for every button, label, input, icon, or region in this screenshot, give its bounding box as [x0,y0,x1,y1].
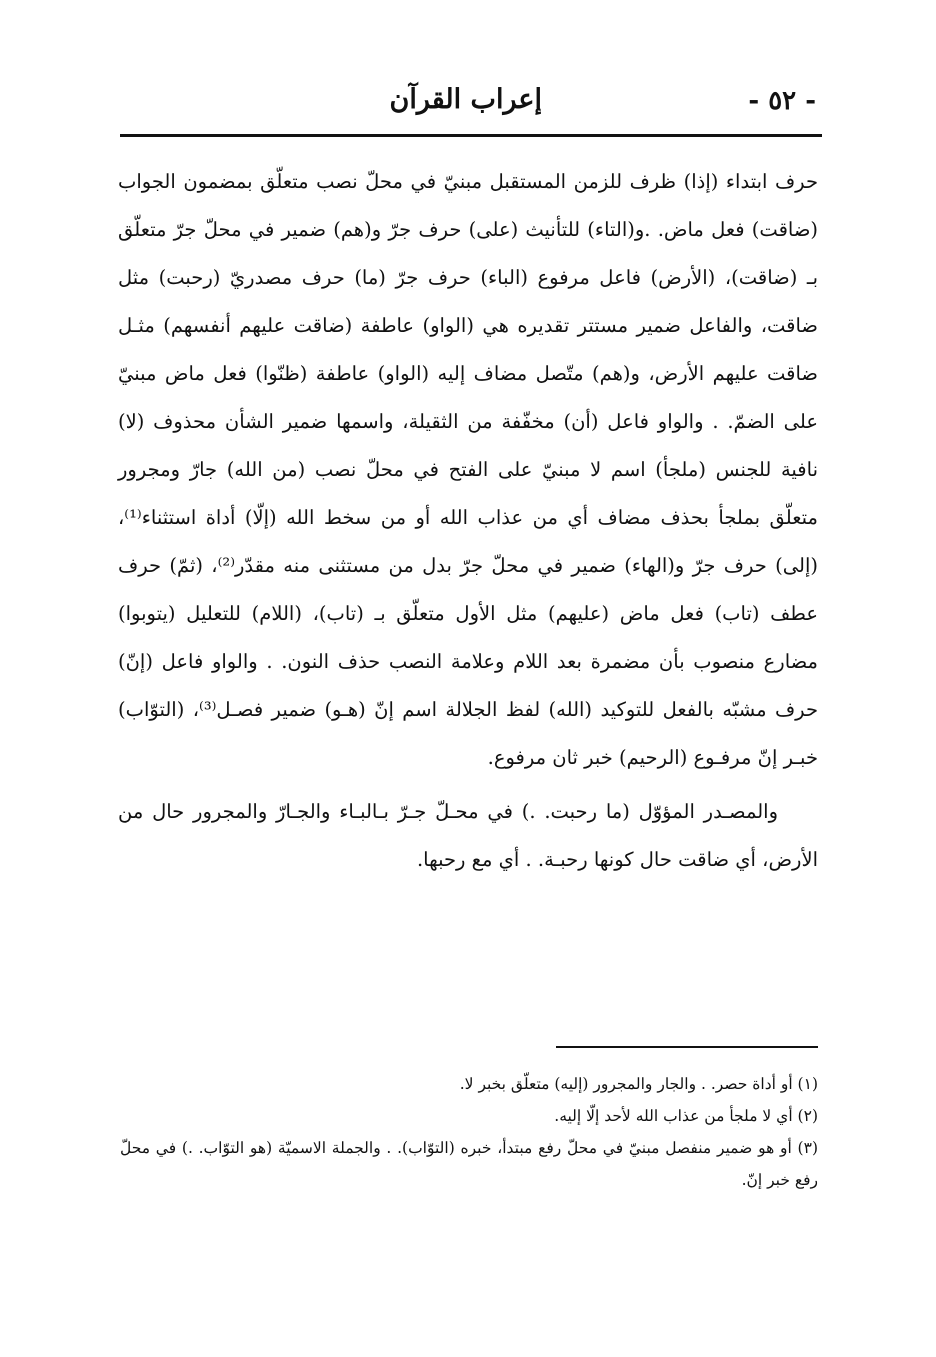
paragraph-2: والمصـدر المؤوّل (ما رحبت. .) في محـلّ جـرّ بـالبـاء والجـارّ والمجرور حال من الأرض، أي ضاقت حال كونها رحبـة. . أي مع رحبها. [118,800,818,871]
footnote-separator [556,1046,818,1048]
running-title: إعراب القرآن [389,84,542,115]
header-rule [120,134,822,137]
footnote-3: (٣) أو هو ضمير منفصل مبنيّ في محلّ رفع مبتدأ، خبره (التوّاب). . والجملة الاسميّة (هو التوّاب. .) في محلّ رفع خبر إنّ. [120,1139,818,1189]
page-number: - ٥٢ - [748,86,816,116]
footnotes [120,1068,818,1196]
main-text [118,158,818,884]
footnote-1: (١) أو أداة حصر. . والجار والمجرور (إليه) متعلّق بخبر لا. [459,1075,818,1093]
paragraph-1: حرف ابتداء (إذا) ظرف للزمن المستقبل مبنيّ في محلّ نصب متعلّق بمضمون الجواب (ضاقت) فعل ماض. .و(التاء) للتأنيث (على) حرف جرّ و(هم) ضمير في محلّ جرّ متعلّق بـ (ضاقت)، (الأرض) فاعل مرفوع (الباء) حرف جرّ (ما) حرف مصدريّ (رحبت) مثل ضاقت، والفاعل ضمير مستتر تقديره هي (الواو) عاطفة (ضاقت عليهم أنفسهم) مثـل ضاقت عليهم الأرض، و(هم) متّصل مضاف إليه (الواو) عاطفة (ظنّوا) فعل ماض مبنيّ على الضمّ. . والواو فاعل (أن) مخفّفة من الثقيلة، واسمها ضمير الشأن محذوف (لا) نافية للجنس (ملجأ) اسم لا مبنيّ على الفتح في محلّ نصب (من الله) جارّ ومجرور متعلّق بملجأ بحذف مضاف أي من عذاب الله أو من سخط الله (إلّا) أداة استثناء⁽¹⁾، (إلى) حرف جرّ و(الهاء) ضمير في محلّ جرّ بدل من مستثنى منه مقدّر⁽²⁾، (ثمّ) حرف عطف (تاب) فعل ماض (عليهم) مثل الأول متعلّق بـ (تاب)، (اللام) للتعليل (يتوبوا) مضارع منصوب بأن مضمرة بعد اللام وعلامة النصب حذف النون. . والواو فاعل (إنّ) حرف مشبّه بالفعل للتوكيد (الله) لفظ الجلالة اسم إنّ (هـو) ضمير فصـل⁽³⁾، (التوّاب) خبـر إنّ مرفـوع (الرحيم) خبر ثان مرفوع. [118,170,818,769]
footnote-2: (٢) أي لا ملجأ من عذاب الله لأحد إلّا إليه. [554,1107,818,1125]
page-header [122,80,822,132]
